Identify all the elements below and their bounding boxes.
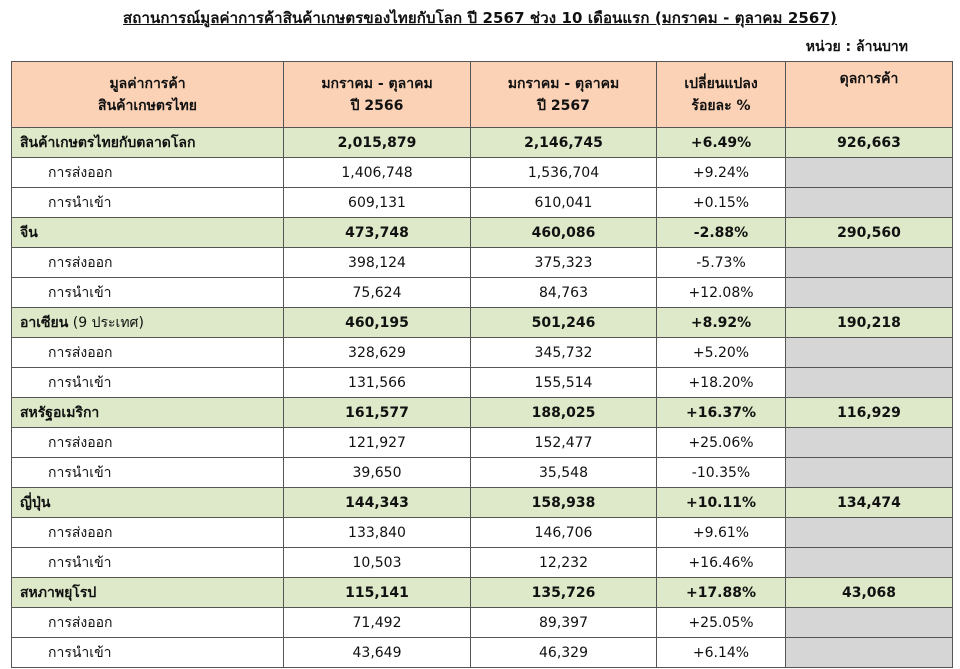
value-2567-cell: 460,086	[471, 218, 657, 248]
value-2566-cell: 71,492	[284, 608, 471, 638]
value-2567-cell: 84,763	[471, 278, 657, 308]
table-row	[12, 338, 953, 368]
row-label-cell: การส่งออก	[12, 338, 284, 368]
group-label-cell	[12, 128, 284, 158]
row-label-cell: การนำเข้า	[12, 638, 284, 668]
table-group-row	[12, 398, 953, 428]
value-2567-cell: 46,329	[471, 638, 657, 668]
table-group-row	[12, 128, 953, 158]
document-title: สถานการณ์มูลค่าการค้าสินค้าเกษตรของไทยกับโลก ปี 2567 ช่วง 10 เดือนแรก (มกราคม - ตุลาคม 2567)	[123, 9, 837, 27]
group-note: (9 ประเทศ)	[68, 314, 144, 331]
trade-table	[11, 61, 953, 668]
value-2567-cell: 375,323	[471, 248, 657, 278]
change-percent-cell: +18.20%	[657, 368, 786, 398]
value-2566-cell: 460,195	[284, 308, 471, 338]
trade-balance-empty-cell	[786, 188, 953, 218]
change-percent-cell: +12.08%	[657, 278, 786, 308]
trade-balance-empty-cell	[786, 548, 953, 578]
row-label-cell: การส่งออก	[12, 518, 284, 548]
value-2567-cell: 610,041	[471, 188, 657, 218]
value-2566-cell: 121,927	[284, 428, 471, 458]
row-label-cell: การส่งออก	[12, 248, 284, 278]
table-row	[12, 188, 953, 218]
trade-balance-empty-cell	[786, 368, 953, 398]
value-2567-cell: 501,246	[471, 308, 657, 338]
row-label-cell: การนำเข้า	[12, 548, 284, 578]
table-row	[12, 638, 953, 668]
change-percent-cell: +8.92%	[657, 308, 786, 338]
change-percent-cell: +16.46%	[657, 548, 786, 578]
change-percent-cell: +17.88%	[657, 578, 786, 608]
value-2567-cell: 12,232	[471, 548, 657, 578]
header-year-2567: มกราคม - ตุลาคม ปี 2567	[471, 62, 657, 128]
trade-balance-empty-cell	[786, 248, 953, 278]
value-2566-cell: 43,649	[284, 638, 471, 668]
value-2566-cell: 131,566	[284, 368, 471, 398]
header-trade-balance: ดุลการค้า	[786, 62, 953, 128]
table-row	[12, 428, 953, 458]
table-row	[12, 248, 953, 278]
group-name: สหรัฐอเมริกา	[20, 404, 100, 421]
table-group-row	[12, 488, 953, 518]
value-2567-cell: 89,397	[471, 608, 657, 638]
row-label-cell: การนำเข้า	[12, 368, 284, 398]
value-2567-cell: 135,726	[471, 578, 657, 608]
row-label-cell: การนำเข้า	[12, 458, 284, 488]
table-row	[12, 518, 953, 548]
trade-balance-empty-cell	[786, 338, 953, 368]
group-label-cell	[12, 578, 284, 608]
value-2566-cell: 115,141	[284, 578, 471, 608]
table-header-row	[12, 62, 953, 128]
value-2566-cell: 10,503	[284, 548, 471, 578]
value-2567-cell: 188,025	[471, 398, 657, 428]
change-percent-cell: +6.49%	[657, 128, 786, 158]
value-2566-cell: 328,629	[284, 338, 471, 368]
trade-balance-empty-cell	[786, 458, 953, 488]
trade-balance-empty-cell	[786, 638, 953, 668]
trade-balance-cell: 116,929	[786, 398, 953, 428]
table-group-row	[12, 308, 953, 338]
table-row	[12, 608, 953, 638]
value-2566-cell: 39,650	[284, 458, 471, 488]
unit-label: หน่วย : ล้านบาท	[805, 39, 908, 55]
value-2567-cell: 35,548	[471, 458, 657, 488]
row-label-cell: การนำเข้า	[12, 278, 284, 308]
group-name: อาเซียน	[20, 314, 69, 331]
value-2566-cell: 75,624	[284, 278, 471, 308]
change-percent-cell: +6.14%	[657, 638, 786, 668]
row-label-cell: การส่งออก	[12, 608, 284, 638]
group-label-cell	[12, 218, 284, 248]
change-percent-cell: +25.06%	[657, 428, 786, 458]
table-row	[12, 368, 953, 398]
change-percent-cell: +9.24%	[657, 158, 786, 188]
change-percent-cell: +16.37%	[657, 398, 786, 428]
trade-balance-cell: 190,218	[786, 308, 953, 338]
trade-balance-empty-cell	[786, 428, 953, 458]
value-2566-cell: 144,343	[284, 488, 471, 518]
group-name: ญี่ปุ่น	[20, 494, 51, 511]
value-2566-cell: 473,748	[284, 218, 471, 248]
value-2566-cell: 1,406,748	[284, 158, 471, 188]
trade-balance-cell: 43,068	[786, 578, 953, 608]
change-percent-cell: -2.88%	[657, 218, 786, 248]
trade-balance-empty-cell	[786, 278, 953, 308]
value-2567-cell: 155,514	[471, 368, 657, 398]
value-2566-cell: 398,124	[284, 248, 471, 278]
group-name: สหภาพยุโรป	[20, 584, 97, 601]
header-year-2566: มกราคม - ตุลาคม ปี 2566	[284, 62, 471, 128]
trade-balance-empty-cell	[786, 158, 953, 188]
table-row	[12, 458, 953, 488]
table-row	[12, 278, 953, 308]
trade-balance-cell: 134,474	[786, 488, 953, 518]
value-2567-cell: 345,732	[471, 338, 657, 368]
value-2567-cell: 2,146,745	[471, 128, 657, 158]
header-trade-value: มูลค่าการค้า สินค้าเกษตรไทย	[12, 62, 284, 128]
group-name: จีน	[20, 224, 38, 241]
table-group-row	[12, 218, 953, 248]
value-2567-cell: 1,536,704	[471, 158, 657, 188]
group-label-cell	[12, 488, 284, 518]
value-2566-cell: 609,131	[284, 188, 471, 218]
row-label-cell: การนำเข้า	[12, 188, 284, 218]
change-percent-cell: +10.11%	[657, 488, 786, 518]
trade-balance-empty-cell	[786, 518, 953, 548]
table-group-row	[12, 578, 953, 608]
row-label-cell: การส่งออก	[12, 158, 284, 188]
group-label-cell	[12, 398, 284, 428]
change-percent-cell: +5.20%	[657, 338, 786, 368]
table-row	[12, 158, 953, 188]
value-2567-cell: 152,477	[471, 428, 657, 458]
change-percent-cell: -5.73%	[657, 248, 786, 278]
change-percent-cell: +9.61%	[657, 518, 786, 548]
value-2567-cell: 146,706	[471, 518, 657, 548]
group-name: สินค้าเกษตรไทยกับตลาดโลก	[20, 134, 196, 151]
trade-balance-empty-cell	[786, 608, 953, 638]
group-label-cell	[12, 308, 284, 338]
change-percent-cell: -10.35%	[657, 458, 786, 488]
change-percent-cell: +25.05%	[657, 608, 786, 638]
header-change-percent: เปลี่ยนแปลง ร้อยละ %	[657, 62, 786, 128]
change-percent-cell: +0.15%	[657, 188, 786, 218]
trade-balance-cell: 290,560	[786, 218, 953, 248]
row-label-cell: การส่งออก	[12, 428, 284, 458]
trade-balance-cell: 926,663	[786, 128, 953, 158]
table-row	[12, 548, 953, 578]
value-2566-cell: 2,015,879	[284, 128, 471, 158]
value-2566-cell: 133,840	[284, 518, 471, 548]
value-2567-cell: 158,938	[471, 488, 657, 518]
value-2566-cell: 161,577	[284, 398, 471, 428]
table-body	[12, 128, 953, 668]
